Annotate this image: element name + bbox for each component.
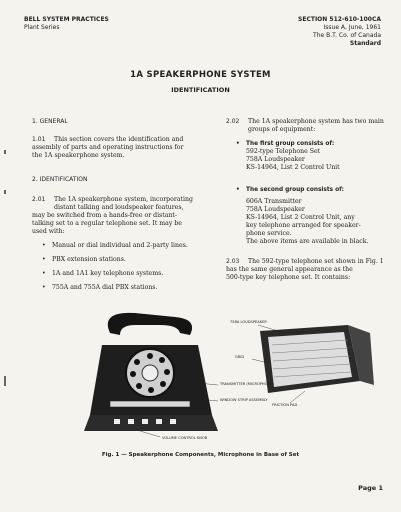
list-item: 606A Transmitter — [246, 198, 302, 205]
list-item: • 1A and 1A1 key telephone systems. — [42, 270, 192, 278]
list-item: key telephone arranged for speaker- — [246, 222, 361, 229]
first-group — [226, 140, 386, 172]
list-item: The above items are available in black. — [246, 238, 369, 245]
list-item: 592-type Telephone Set — [246, 148, 321, 155]
series-label: Plant Series — [24, 24, 60, 31]
header-left — [24, 16, 109, 32]
telephone-set-illustration — [84, 313, 218, 431]
label-grid: GRID — [235, 355, 245, 359]
list-item: KS-14964, List 2 Control Unit — [246, 164, 340, 171]
label-window-strip: WINDOW STRIP ASSEMBLY — [220, 398, 268, 402]
paragraph-line: the 1A speakerphone system. — [32, 152, 125, 159]
margin-mark — [4, 150, 6, 154]
list-item: 758A Loudspeaker — [246, 206, 305, 213]
second-group — [226, 186, 386, 246]
paragraph-line: 500-type key telephone set. It contains: — [226, 274, 351, 281]
paragraph-1-01: 1.01 This section covers the identification and — [32, 136, 184, 143]
paragraph-number: 2.03 — [226, 258, 240, 265]
right-column — [226, 118, 386, 282]
paragraph-line: may be switched from a hands-free or distant- — [32, 212, 177, 219]
company-name: The B.T. Co. of Canada — [313, 32, 381, 39]
paragraph-line: assembly of parts and operating instructions for — [32, 144, 184, 151]
label-volume-knob: VOLUME CONTROL KNOB — [162, 436, 208, 440]
margin-mark — [4, 190, 6, 194]
paragraph-2-03: 2.03 The 592-type telephone set shown in Fig. 1 — [226, 258, 384, 265]
speakerphone-figure — [80, 303, 380, 441]
issue-date: Issue A, June, 1961 — [323, 24, 381, 31]
list-item: • Manual or dial individual and 2-party lines. — [42, 242, 192, 250]
page-subtitle: IDENTIFICATION — [171, 86, 230, 94]
paragraph-line: has the same general appearance as the — [226, 266, 353, 273]
section-2-heading: 2. IDENTIFICATION — [32, 176, 88, 183]
page-title: 1A SPEAKERPHONE SYSTEM — [130, 70, 271, 80]
section-1-heading: 1. GENERAL — [32, 118, 68, 125]
paragraph-2-01: 2.01 The 1A speakerphone system, incorporating — [32, 196, 193, 203]
usage-list — [32, 242, 192, 292]
paragraph-2-02: 2.02 The 1A speakerphone system has two main — [226, 118, 384, 125]
paragraph-line: used with: — [32, 228, 65, 235]
paragraph-line: talking set to a regular telephone set. It may be — [32, 220, 182, 227]
list-item: KS-14964, List 2 Control Unit, any — [246, 214, 355, 221]
label-loudspeaker: 758A LOUDSPEAKER — [230, 320, 267, 324]
paragraph-line: groups of equipment: — [248, 126, 316, 133]
figure-caption: Fig. 1 — Speakerphone Components, Microphone in Base of Set — [101, 452, 300, 458]
paragraph-number: 1.01 — [32, 136, 46, 143]
label-friction-pad: FRICTION PAD — [272, 403, 298, 407]
list-item: phone service. — [246, 230, 292, 237]
page-number: Page 1 — [358, 484, 383, 492]
practice-title: BELL SYSTEM PRACTICES — [24, 16, 109, 23]
loudspeaker-illustration — [260, 325, 374, 393]
second-group-heading: • The second group consists of: — [236, 186, 386, 194]
margin-mark — [4, 376, 6, 386]
section-number: SECTION 512-610-100CA — [298, 16, 381, 23]
paragraph-number: 2.01 — [32, 196, 46, 203]
paragraph-number: 2.02 — [226, 118, 240, 125]
list-item: 758A Loudspeaker — [246, 156, 305, 163]
paragraph-line: distant talking and loudspeaker features, — [54, 204, 184, 211]
label-transmitter: TRANSMITTER (MICROPHONE) — [220, 382, 274, 386]
list-item: • 755A and 755A dial PBX stations. — [42, 284, 192, 292]
header-right — [298, 16, 381, 48]
list-item: • PBX extension stations. — [42, 256, 192, 264]
standard-label: Standard — [349, 40, 381, 47]
left-column — [32, 118, 204, 292]
first-group-heading: • The first group consists of: — [236, 140, 386, 148]
